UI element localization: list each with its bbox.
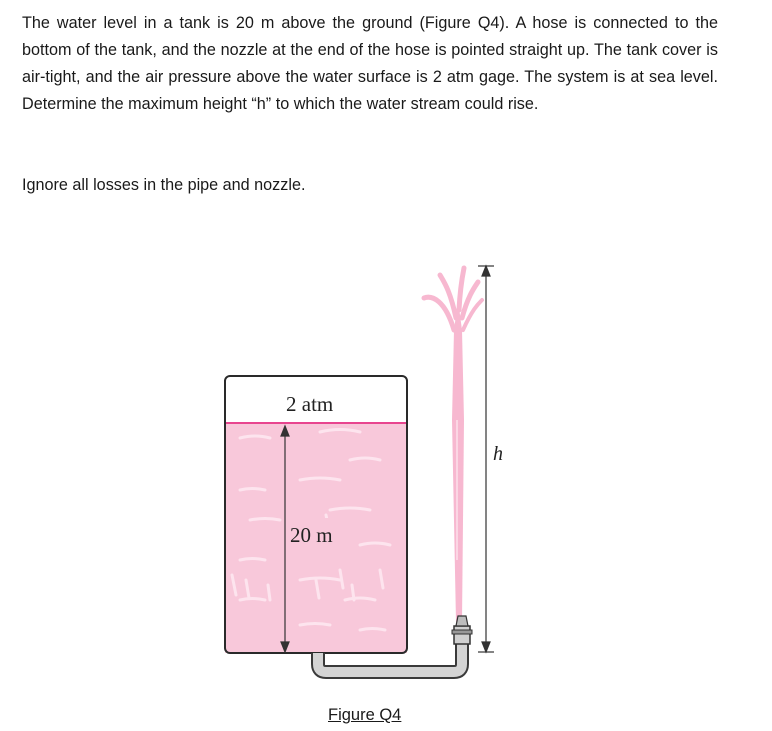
height-label: h — [493, 443, 503, 465]
figure-caption: Figure Q4 — [328, 706, 402, 724]
water-stream — [424, 268, 482, 622]
depth-label: 20 m — [290, 523, 333, 547]
problem-statement: The water level in a tank is 20 m above the ground (Figure Q4). A hose is connected to the bottom of the tank, and the nozzle at the end of the hose is pointed straight up. The tank cover is air-tight, and the air pressure above the water surface is 2 atm gage. The system is at sea level. Determine the maximum height “h” to which the water stream could rise. — [22, 14, 718, 113]
nozzle — [452, 616, 472, 644]
problem-note: Ignore all losses in the pipe and nozzle. — [22, 176, 306, 194]
pressure-label: 2 atm — [286, 392, 334, 416]
